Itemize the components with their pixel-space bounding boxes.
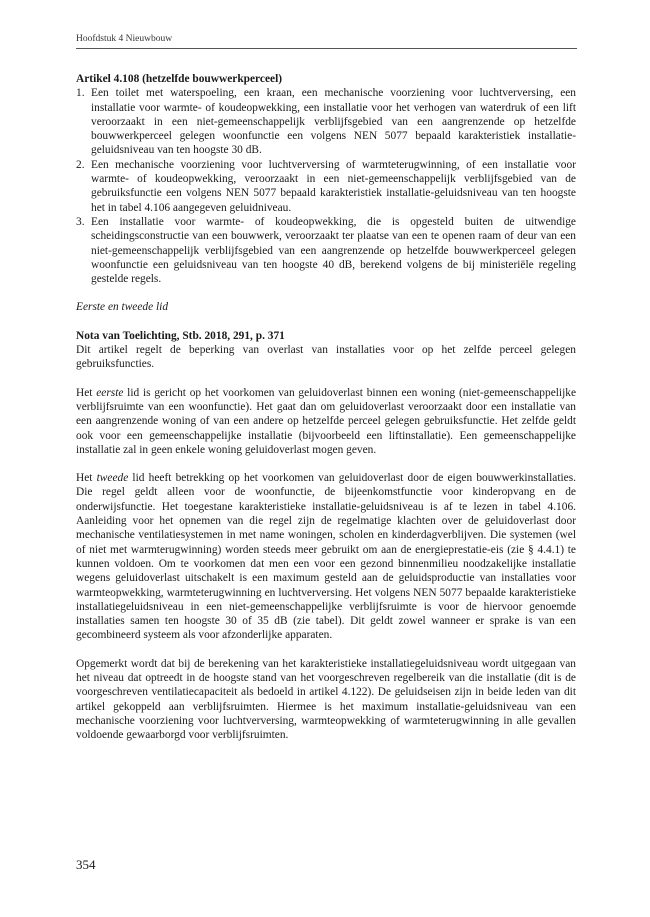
item-number: 1. bbox=[76, 87, 85, 100]
article-heading: Artikel 4.108 (hetzelfde bouwwerkperceel) bbox=[76, 73, 283, 85]
paragraph-text: lid heeft betrekking op het voorkomen van geluidoverlast door de eigen bouwwerkinstallaties. Die regel geldt alleen voor de woonfunctie, de bijeenkomstfunctie voor kinderopvang en de onderwijsfunctie. Het toegestane karakteristieke installatie-geluidsniveau is af te lezen in tabel 4.106. Aanleiding voor het opnemen van die regel zijn de regelmatige klachten over de geluidoverlast door mechanische ventilatiesystemen in met name woningen, scholen en kinderdagverblijven. Die systemen (wel of niet met warmterugwinning) worden steeds meer gebruikt om aan de energieprestatie-eis (zie § 4.4.1) te kunnen voldoen. Om te voorkomen dat men een voor een gezond binnenmilieu noodzakelijke installatie wegens geluidoverlast uitschakelt is een maximum gesteld aan de geluidsproductie van installaties voor warmteopwekking, warmteterugwinning en luchtverversing. Het volgens NEN 5077 bepaalde karakteristieke installatiegeluidsniveau in een niet-gemeenschappelijke verblijfsruimte is voor de hiervoor genoemde installaties samen ten hoogste 30 of 35 dB (zie tabel). Dit geldt zowel wanneer er sprake is van een gecombineerd systeem als voor afzonderlijke apparaten. bbox=[76, 472, 576, 642]
header-divider bbox=[76, 48, 577, 49]
page-number: 354 bbox=[76, 857, 96, 872]
paragraph-second-lid bbox=[76, 471, 576, 643]
paragraph-text: Het bbox=[76, 386, 97, 399]
article-item bbox=[76, 86, 576, 157]
paragraph-text: lid is gericht op het voorkomen van geluidoverlast binnen een woning (niet-gemeenschappelijke verblijfsruimte van een woonfunctie). Het gaat dan om geluidoverlast veroorzaakt door een installatie van een aangrenzende woning of van een andere op hetzelfde perceel gelegen gebruiksfunctie. Het zelfde geldt ook voor een gemeenschappelijke installatie (bijvoorbeeld een liftinstallatie). Een gemeenschappelijke installatie zal in geen enkele woning geluidoverlast mogen geven. bbox=[76, 386, 577, 456]
item-number: 2. bbox=[76, 158, 85, 171]
emphasis-word: tweede bbox=[96, 472, 129, 485]
item-number: 3. bbox=[76, 215, 85, 228]
paragraph-text: Het bbox=[76, 472, 97, 485]
article-item bbox=[76, 215, 576, 286]
article-items bbox=[76, 86, 576, 286]
item-text: Een mechanische voorziening voor luchtverversing of warmteterugwinning, of een installatie voor warmte- of koudeopwekking, veroorzaakt in een niet-gemeenschappelijk verblijfsgebied van de gebruiksfunctie een volgens NEN 5077 bepaald karakteristiek installatie-geluidsniveau van ten hoogste het in tabel 4.106 aangegeven geluidniveau. bbox=[91, 158, 576, 214]
nota-heading: Nota van Toelichting, Stb. 2018, 291, p. 371 bbox=[76, 329, 285, 342]
paragraph-first-lid bbox=[76, 386, 576, 457]
page-body bbox=[76, 72, 576, 742]
subsection-title: Eerste en tweede lid bbox=[76, 301, 169, 314]
item-text: Een installatie voor warmte- of koudeopwekking, die is opgesteld buiten de uitwendige scheidingsconstructie van een bouwwerk, veroorzaakt ter plaatse van een te openen raam of deur van een niet-gemeenschappelijk verblijfsgebied van een aangrenzende op hetzelfde bouwwerkperceel gelegen woonfunctie een geluidsniveau van ten hoogste 40 dB, berekend volgens de bij ministeriële regeling gestelde regels. bbox=[91, 215, 576, 286]
paragraph-remark: Opgemerkt wordt dat bij de berekening van het karakteristieke installatiegeluidsniveau wordt uitgegaan van het niveau dat optreedt in de hoogste stand van het voorgeschreven regelbereik van die installatie (dit is de voorgeschreven ventilatiecapaciteit als bedoeld in artikel 4.122). De geluidseisen zijn in beide leden van dit artikel gekoppeld aan verblijfsruimten. Hiermee is het maximum installatie-geluidsniveau van een mechanische voorziening voor luchtverversing, warmteopwekking of warmteterugwinning in alle gevallen voldoende gewaarborgd voor verblijfsruimten. bbox=[76, 657, 576, 742]
item-text: Een toilet met waterspoeling, een kraan, een mechanische voorziening voor luchtverversing, een installatie voor warmte- of koudeopwekking, een installatie voor het verhogen van waterdruk of een lift veroorzaakt in een niet-gemeenschappelijk verblijfsgebied van een aangrenzende op hetzelfde bouwwerkperceel gelegen woonfunctie een volgens NEN 5077 bepaald karakteristiek installatie-geluidsniveau van ten hoogste 30 dB. bbox=[91, 87, 576, 157]
nota-intro: Dit artikel regelt de beperking van overlast van installaties voor op het zelfde perceel gelegen gebruiksfuncties. bbox=[76, 344, 576, 371]
article-item bbox=[76, 158, 576, 215]
emphasis-word: eerste bbox=[96, 386, 124, 399]
running-header: Hoofdstuk 4 Nieuwbouw bbox=[76, 34, 173, 44]
